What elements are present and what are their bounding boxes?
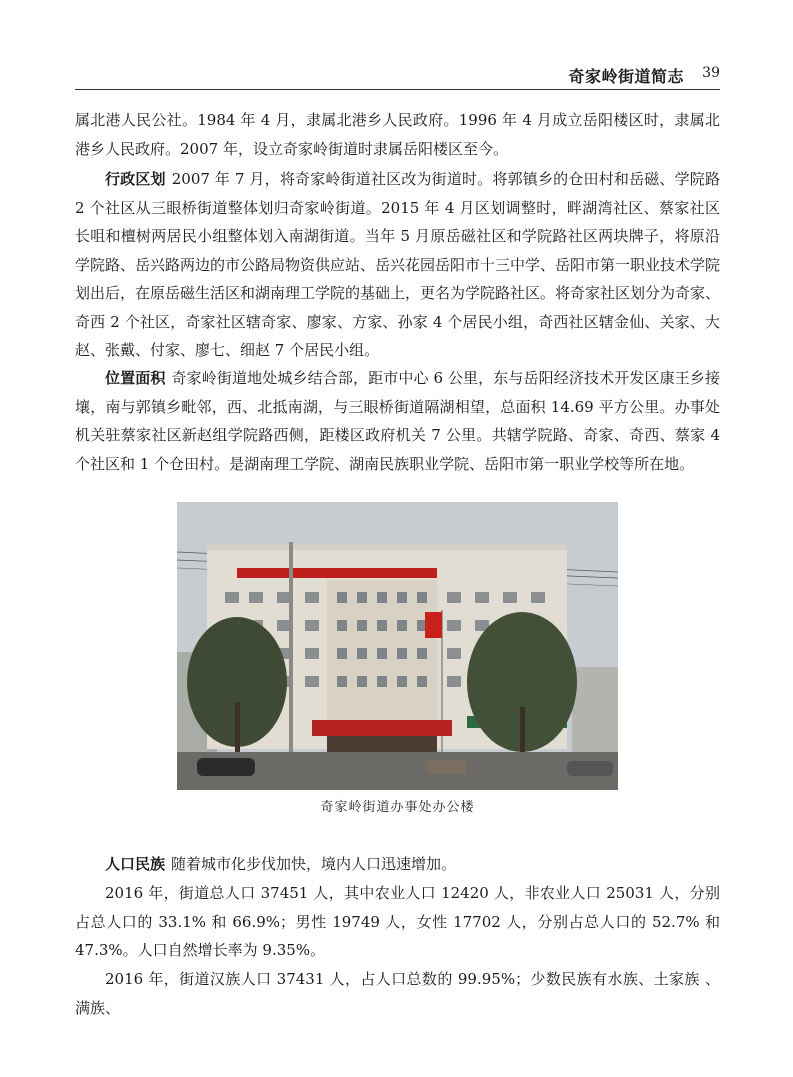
section-heading-admin-division: 行政区划 <box>105 170 166 188</box>
paragraph-ethnicity-text: 2016 年，街道汉族人口 37431 人，占人口总数的 99.95%；少数民族有水族、土家族 、满族、 <box>75 970 720 1017</box>
page-number: 39 <box>702 65 720 81</box>
running-header <box>75 62 720 88</box>
section-heading-population: 人口民族 <box>105 855 166 873</box>
office-building-photo <box>177 502 618 790</box>
building-illustration <box>177 502 618 790</box>
section-heading-location-area: 位置面积 <box>105 369 166 387</box>
paragraph-history <box>75 106 720 163</box>
paragraph-population-stats-text: 2016 年，街道总人口 37451 人，其中农业人口 12420 人，非农业人口 25031 人，分别占总人口的 33.1% 和 66.9%；男性 19749 人，女性 17702 人，分别占总人口的 52.7% 和 47.3%。人口自然增长率为 9.35%。 <box>75 884 720 959</box>
paragraph-ethnicity <box>75 965 720 1022</box>
header-title: 奇家岭街道简志 <box>568 67 684 86</box>
paragraph-location-area <box>75 364 720 478</box>
figure-caption: 奇家岭街道办事处办公楼 <box>320 800 475 815</box>
paragraph-population-text: 随着城市化步伐加快，境内人口迅速增加。 <box>171 855 457 873</box>
paragraph-admin-division <box>75 165 720 365</box>
paragraph-location-area-text: 奇家岭街道地处城乡结合部，距市中心 6 公里，东与岳阳经济技术开发区康王乡接壤，南与郭镇乡毗邻，西、北抵南湖，与三眼桥街道隔湖相望，总面积 14.69 平方公里。办事处机关驻蔡家社区新赵组学院路西侧，距楼区政府机关 7 公里。共辖学院路、奇家、奇西、蔡家 4 个社区和 1 个仓田村。是湖南理工学院、湖南民族职业学院、岳阳市第一职业学校等所在地。 <box>75 369 720 473</box>
paragraph-population <box>75 850 720 879</box>
paragraph-population-stats <box>75 879 720 965</box>
paragraph-admin-division-text: 2007 年 7 月，将奇家岭街道社区改为街道时。将郭镇乡的仓田村和岳磁、学院路 2 个社区从三眼桥街道整体划归奇家岭街道。2015 年 4 月区划调整时，畔湖湾社区、蔡家社区长咀和檀树两居民小组整体划入南湖街道。当年 5 月原岳磁社区和学院路社区两块牌子，将原沿学院路、岳兴路两边的市公路局物资供应站、岳兴花园岳阳市十三中学、岳阳市第一职业技术学院划出后，在原岳磁生活区和湖南理工学院的基础上，更名为学院路社区。将奇家社区划分为奇家、奇西 2 个社区，奇家社区辖奇家、廖家、方家、孙家 4 个居民小组，奇西社区辖金仙、关家、大赵、张戴、付家、廖七、细赵 7 个居民小组。 <box>75 170 721 359</box>
paragraph-history-text: 属北港人民公社。1984 年 4 月，隶属北港乡人民政府。1996 年 4 月成立岳阳楼区时，隶属北港乡人民政府。2007 年，设立奇家岭街道时隶属岳阳楼区至今。 <box>75 111 720 158</box>
header-rule <box>75 89 720 90</box>
